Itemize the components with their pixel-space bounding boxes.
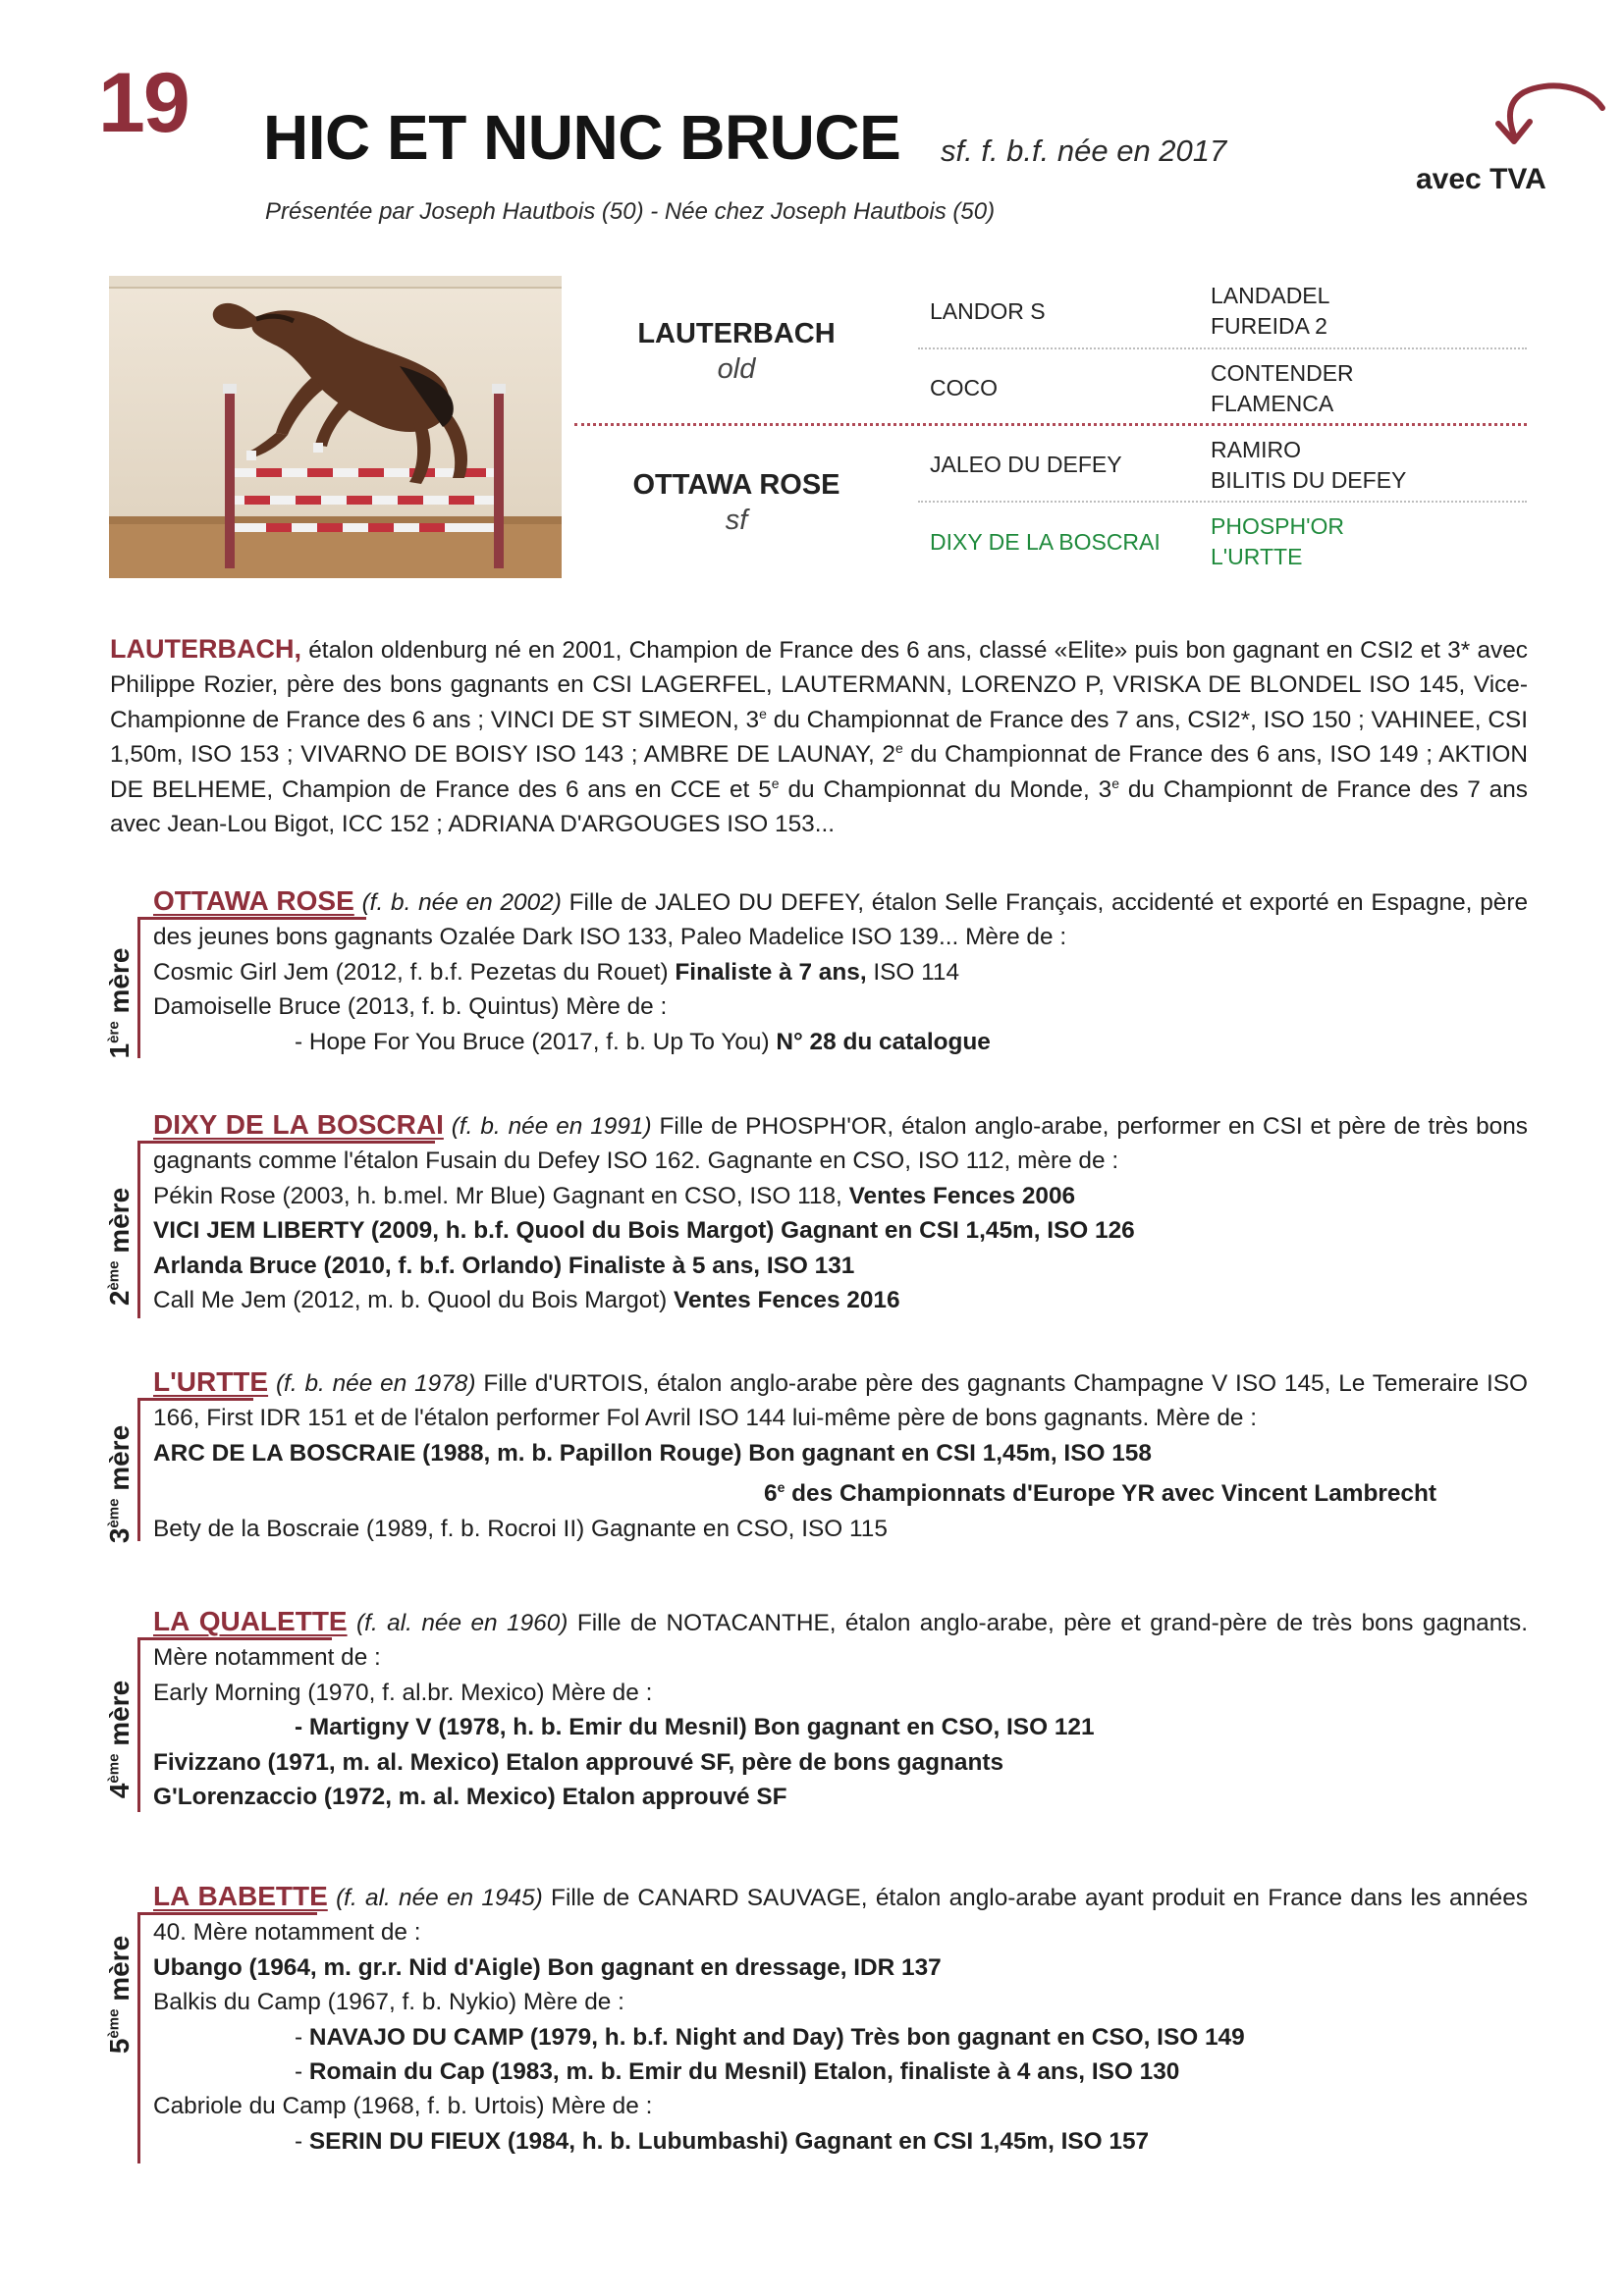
dam-generation-label: 3ème mère bbox=[104, 1424, 135, 1544]
pedigree-dam-studbook: sf bbox=[725, 505, 748, 536]
pedigree-gg-1: LANDADEL bbox=[1211, 283, 1330, 308]
curved-arrow-icon bbox=[1490, 79, 1608, 157]
sire-description: LAUTERBACH, étalon oldenburg né en 2001, Champion de France des 6 ans, classé «Elite» puis bon gagnant en CSI2 et 3* avec Philippe Rozier, père des bons gagnants en CSI LAGERFEL, LAUTERMANN, LORENZO P, VRISKA DE BLONDEL ISO 145, Vice-Championne de France des 6 ans ; VINCI DE ST SIMEON, 3e du Championnat de France des 7 ans, CSI2*, ISO 150 ; VAHINEE, CSI 1,50m, ISO 153 ; VIVARNO DE BOISY ISO 143 ; AMBRE DE LAUNAY, 2e du Championnat de France des 6 ans, ISO 149 ; AKTION DE BELHEME, Champion de France des 6 ans en CCE et 5e du Championnat du Monde, 3e du Championnt de France des 7 ans avec Jean-Lou Bigot, ICC 152 ; ADRIANA D'ARGOUGES ISO 153... bbox=[110, 634, 1529, 838]
pedigree-sire-name: LAUTERBACH bbox=[637, 318, 836, 349]
dam-text: DIXY DE LA BOSCRAI (f. b. née en 1991) Fille de PHOSPH'OR, étalon anglo-arabe, performer en CSI et père de très bons gagnants comme l'étalon Fusain du Defey ISO 162. Gagnante en CSO, ISO 112, mère de : Pékin Rose (2003, h. b.mel. Mr Blue) Gagnant en CSO, ISO 118, Ventes Fences 2006 VICI JEM LIBERTY (2009, h. b.f. Quool du Bois Margot) Gagnant en CSI 1,45m, ISO 126 Arlanda Bruce (2010, f. b.f. Orlando) Finaliste à 5 ans, ISO 131 Call Me Jem (2012, m. b. Quool du Bois Margot) Ventes Fences 2016 bbox=[153, 1109, 1528, 1314]
dam-text: OTTAWA ROSE (f. b. née en 2002) Fille de JALEO DU DEFEY, étalon Selle Français, accidenté et exporté en Espagne, père des jeunes bons gagnants Ozalée Dark ISO 133, Paleo Madelice ISO 139... Mère de : Cosmic Girl Jem (2012, f. b.f. Pezetas du Rouet) Finaliste à 7 ans, ISO 114 Damoiselle Bruce (2013, f. b. Quintus) Mère de : - Hope For You Bruce (2017, f. b. Up To You) N° 28 du catalogue bbox=[153, 885, 1529, 1055]
dam-generation-label: 5ème mère bbox=[104, 1935, 135, 2055]
vat-note: avec TVA bbox=[1416, 163, 1546, 195]
horse-name-title: HIC ET NUNC BRUCE bbox=[263, 102, 901, 173]
pedigree-divider-main bbox=[574, 423, 1527, 426]
pedigree-divider bbox=[918, 501, 1527, 503]
horse-jumping-photo bbox=[109, 276, 562, 578]
dam-generation-label: 1ère mère bbox=[104, 947, 135, 1059]
dam-generation-label: 2ème mère bbox=[104, 1187, 135, 1307]
pedigree-divider bbox=[918, 347, 1527, 349]
pedigree-dam-dam: DIXY DE LA BOSCRAI bbox=[930, 529, 1161, 555]
dam-section-4 bbox=[104, 1604, 1529, 1812]
pedigree-gg-6: BILITIS DU DEFEY bbox=[1211, 467, 1407, 493]
pedigree-gg-8: L'URTTE bbox=[1211, 544, 1303, 569]
dam-text: L'URTTE (f. b. née en 1978) Fille d'URTOIS, étalon anglo-arabe père des gagnants Champagne V ISO 145, Le Temeraire ISO 166, First IDR 151 et de l'étalon performer Fol Avril ISO 144 lui-même père de bons gagnants. Mère de : ARC DE LA BOSCRAIE (1988, m. b. Papillon Rouge) Bon gagnant en CSI 1,45m, ISO 158 6e des Championnats d'Europe YR avec Vincent Lambrecht Bety de la Boscraie (1989, f. b. Rocroi II) Gagnante en CSO, ISO 115 bbox=[153, 1366, 1528, 1542]
pedigree-sire-dam: COCO bbox=[930, 375, 998, 400]
pedigree-gg-4: FLAMENCA bbox=[1211, 391, 1334, 416]
pedigree-dam-name: OTTAWA ROSE bbox=[632, 469, 840, 501]
dam-section-5 bbox=[104, 1879, 1529, 2163]
dam-section-1 bbox=[104, 883, 1529, 1059]
pedigree-gg-7: PHOSPH'OR bbox=[1211, 513, 1345, 539]
lot-number: 19 bbox=[98, 56, 189, 150]
pedigree-gg-2: FUREIDA 2 bbox=[1211, 313, 1327, 339]
presenter-line: Présentée par Joseph Hautbois (50) - Née chez Joseph Hautbois (50) bbox=[265, 198, 996, 225]
dam-section-2 bbox=[104, 1107, 1528, 1318]
dam-text: LA BABETTE (f. al. née en 1945) Fille de CANARD SAUVAGE, étalon anglo-arabe ayant produit en France dans les années 40. Mère notamment de : Ubango (1964, m. gr.r. Nid d'Aigle) Bon gagnant en dressage, IDR 137 Balkis du Camp (1967, f. b. Nykio) Mère de : - NAVAJO DU CAMP (1979, h. b.f. Night and Day) Très bon gagnant en CSO, ISO 149 - Romain du Cap (1983, m. b. Emir du Mesnil) Etalon, finaliste à 4 ans, ISO 130 Cabriole du Camp (1968, f. b. Urtois) Mère de : - SERIN DU FIEUX (1984, h. b. Lubumbashi) Gagnant en CSI 1,45m, ISO 157 bbox=[153, 1881, 1529, 2155]
pedigree-gg-3: CONTENDER bbox=[1211, 360, 1354, 386]
dam-generation-label: 4ème mère bbox=[104, 1680, 135, 1799]
dam-text: LA QUALETTE (f. al. née en 1960) Fille de NOTACANTHE, étalon anglo-arabe, père et grand-père de très bons gagnants. Mère notamment de : Early Morning (1970, f. al.br. Mexico) Mère de : - Martigny V (1978, h. b. Emir du Mesnil) Bon gagnant en CSO, ISO 121 Fivizzano (1971, m. al. Mexico) Etalon approuvé SF, père de bons gagnants G'Lorenzaccio (1972, m. al. Mexico) Etalon approuvé SF bbox=[153, 1606, 1529, 1811]
horse-description: sf. f. b.f. née en 2017 bbox=[941, 133, 1227, 168]
dam-section-3 bbox=[104, 1364, 1528, 1544]
pedigree-dam-sire: JALEO DU DEFEY bbox=[930, 452, 1122, 477]
pedigree-sire-studbook: old bbox=[717, 353, 756, 385]
pedigree-gg-5: RAMIRO bbox=[1211, 437, 1301, 462]
pedigree-sire-sire: LANDOR S bbox=[930, 298, 1046, 324]
